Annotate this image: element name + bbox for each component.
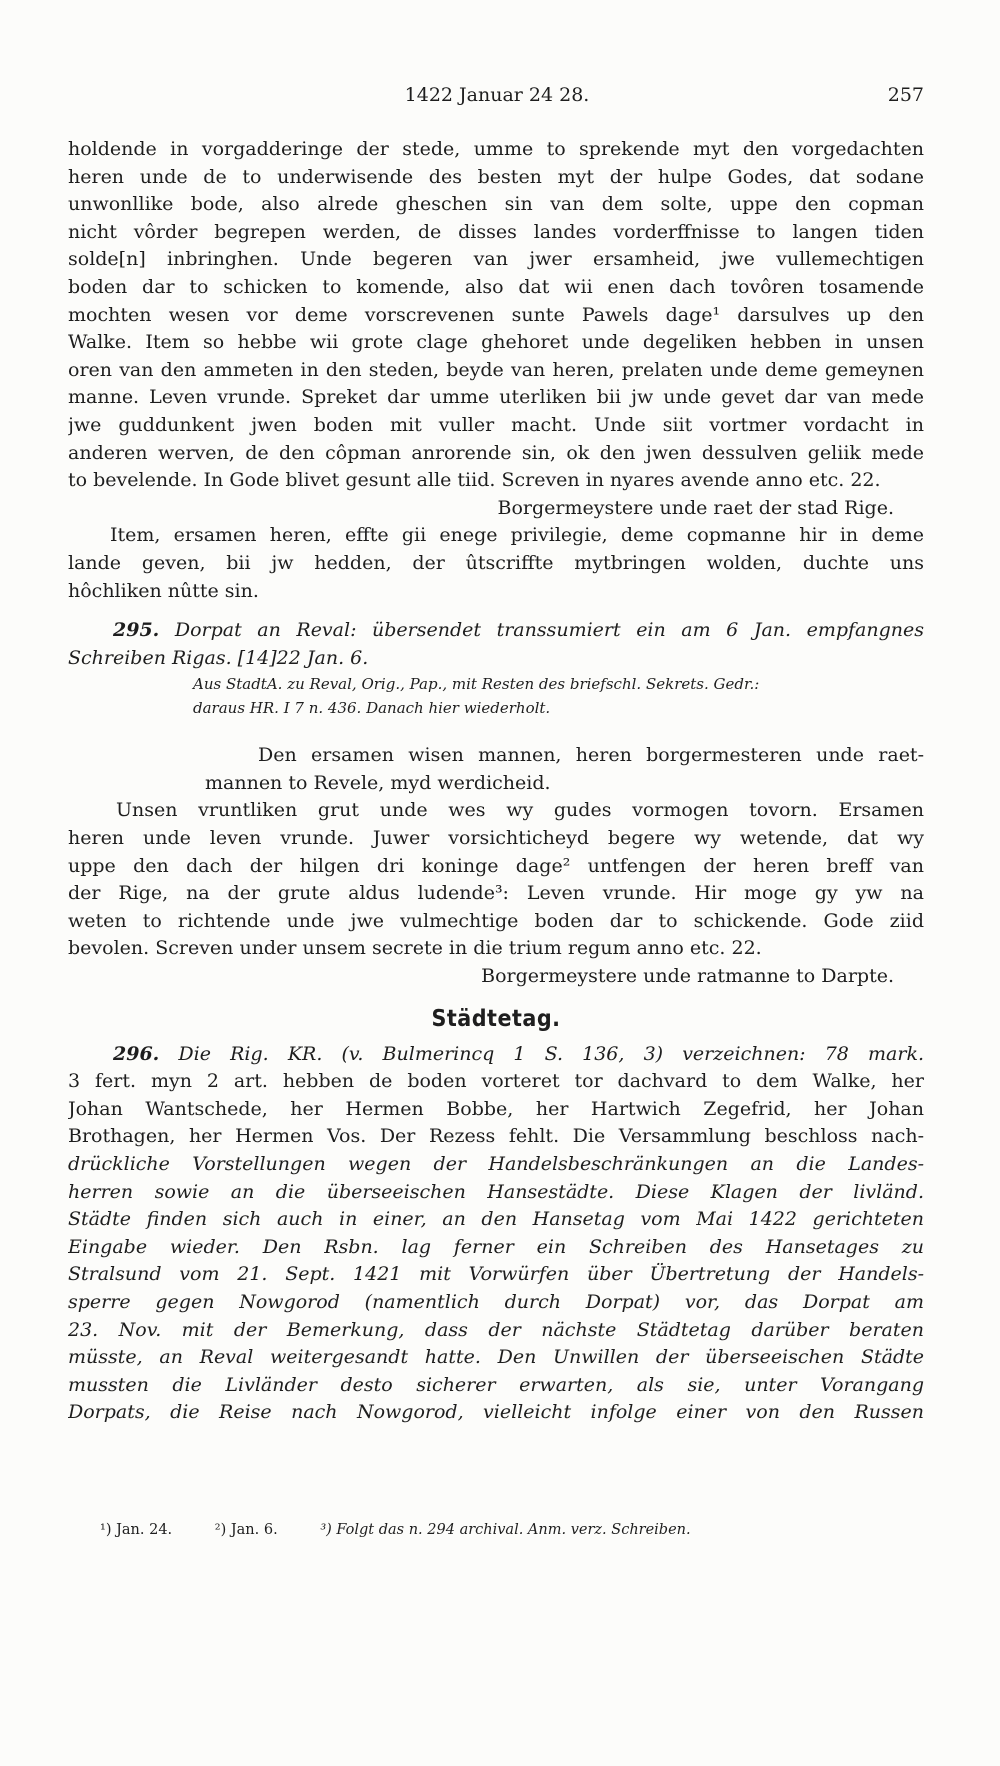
header-date: 1422 Januar 24 28. — [404, 84, 590, 106]
doc295-sender: Borgermeystere unde ratmanne to Darpte. — [481, 965, 894, 988]
text-line: bevolen. Screven under unsem secrete in die trium regum anno etc. 22. — [68, 937, 762, 960]
text-line: weten to richtende unde jwe vulmechtige boden dar to schickende. Gode ziid — [68, 909, 924, 932]
source-line: daraus HR. I 7 n. 436. Danach hier wiederholt. — [193, 699, 551, 718]
text-line: oren van den ammeten in den steden, beyde van heren, prelaten unde deme gemeynen — [68, 358, 924, 381]
running-header — [70, 84, 924, 114]
doc295-text — [68, 797, 924, 990]
doc295-regest — [68, 617, 924, 720]
doc296-line: sperre gegen Nowgorod (namentlich durch Dorpat) vor, das Dorpat am — [68, 1290, 924, 1313]
text-line: heren unde leven vrunde. Juwer vorsichticheyd begere wy wetende, dat wy — [68, 827, 924, 850]
footnotes — [100, 1522, 900, 1538]
doc296-line: Dorpats, die Reise nach Nowgorod, vielleicht infolge einer von den Russen — [68, 1401, 924, 1424]
doc294-continuation — [68, 136, 924, 522]
text-line: nicht vôrder begrepen werden, de disses landes vorderffnisse to langen tiden — [68, 220, 924, 243]
doc295-title-line: Schreiben Rigas. [14]22 Jan. 6. — [68, 646, 369, 669]
text-line: jwe guddunkent jwen boden mit vuller macht. Unde siit vortmer vordacht in — [68, 413, 924, 436]
doc296-line: Eingabe wieder. Den Rsbn. lag ferner ein Schreiben des Hansetages zu — [68, 1235, 924, 1258]
text-line: Walke. Item so hebbe wii grote clage ghehoret unde degeliken hebben in unsen — [68, 331, 924, 354]
source-line: Aus StadtA. zu Reval, Orig., Pap., mit Resten des briefschl. Sekrets. Gedr.: — [193, 675, 760, 694]
doc296-line: mussten die Livländer desto sicherer erwarten, als sie, unter Vorangang — [68, 1373, 924, 1396]
doc296-line: Die Rig. KR. (v. Bulmerincq 1 S. 136, 3) verzeichnen: 78 mark. — [178, 1042, 924, 1065]
doc294-postscript — [68, 522, 924, 605]
doc296-line: Stralsund vom 21. Sept. 1421 mit Vorwürfen über Übertretung der Handels- — [68, 1263, 924, 1286]
doc296-line: Städte finden sich auch in einer, an den Hansetag vom Mai 1422 gerichteten — [68, 1208, 924, 1231]
doc296-line: müsste, an Reval weitergesandt hatte. Den Unwillen der überseeischen Städte — [68, 1346, 924, 1369]
text-line: mochten wesen vor deme vorscrevenen sunte Pawels dage¹ darsulves up den — [68, 303, 924, 326]
text-line: hôchliken nûtte sin. — [68, 579, 259, 602]
doc296-line: drückliche Vorstellungen wegen der Handelsbeschränkungen an die Landes- — [68, 1153, 924, 1175]
doc296-line: Johan Wantschede, her Hermen Bobbe, her Hartwich Zegefrid, her Johan — [68, 1097, 924, 1120]
text-line: uppe den dach der hilgen dri koninge dage² untfengen der heren breff van — [68, 854, 924, 877]
text-line: to bevelende. In Gode blivet gesunt alle tiid. Screven in nyares avende anno etc. 22. — [68, 469, 881, 492]
address-line: mannen to Revele, myd werdicheid. — [205, 771, 551, 794]
text-line: holdende in vorgadderinge der stede, umme to sprekende myt den vorgedachten — [68, 138, 924, 160]
text-line: solde[n] inbringhen. Unde begeren van jwer ersamheid, jwe vullemechtigen — [68, 248, 924, 271]
address-line: Den ersamen wisen mannen, heren borgermesteren unde raet- — [258, 744, 924, 767]
doc294-sender: Borgermeystere unde raet der stad Rige. — [497, 496, 894, 519]
page-number: 257 — [887, 84, 924, 106]
doc295-source — [68, 672, 924, 720]
footnote-3: ³) Folgt das n. 294 archival. Anm. verz. Schreiben. — [320, 1522, 691, 1538]
doc295-title-line: Dorpat an Reval: übersendet transsumiert ein am 6 Jan. empfangnes — [174, 619, 924, 642]
footnote-2: ²) Jan. 6. — [214, 1522, 278, 1538]
page-body — [68, 136, 924, 1427]
text-line: der Rige, na der grute aldus ludende³: Leven vrunde. Hir moge gy yw na — [68, 882, 924, 905]
text-line: anderen werven, de den côpman anrorende sin, ok den jwen dessulven geliik mede — [68, 441, 924, 464]
text-line: Unsen vruntliken grut unde wes wy gudes vormogen tovorn. Ersamen — [116, 799, 924, 822]
text-line: lande geven, bii jw hedden, der ûtscriffte mytbringen wolden, duchte uns — [68, 551, 924, 574]
text-line: unwonllike bode, also alrede gheschen sin van dem solte, uppe den copman — [68, 193, 924, 216]
footnote-1: ¹) Jan. 24. — [100, 1522, 173, 1538]
doc296-regest — [68, 1041, 924, 1427]
doc295-number: 295. — [113, 619, 160, 642]
text-line: Item, ersamen heren, effte gii enege privilegie, deme copmanne hir in deme — [110, 524, 924, 547]
doc296-line: 23. Nov. mit der Bemerkung, dass der nächste Städtetag darüber beraten — [68, 1318, 924, 1341]
doc296-number: 296. — [113, 1042, 160, 1065]
doc296-line: 3 fert. myn 2 art. hebben de boden vorteret tor dachvard to dem Walke, her — [68, 1070, 924, 1093]
doc295-address — [68, 742, 924, 797]
text-line: manne. Leven vrunde. Spreket dar umme uterliken bii jw unde gevet dar van mede — [68, 386, 924, 409]
section-heading: Städtetag. — [431, 1005, 561, 1032]
doc296-line: Brothagen, her Hermen Vos. Der Rezess fehlt. Die Versammlung beschloss nach- — [68, 1125, 924, 1148]
doc296-line: herren sowie an die überseeischen Hansestädte. Diese Klagen der livländ. — [68, 1180, 924, 1203]
text-line: heren unde de to underwisende des besten myt der hulpe Godes, dat sodane — [68, 165, 924, 188]
text-line: boden dar to schicken to komende, also dat wii enen dach tovôren tosamende — [68, 275, 924, 298]
